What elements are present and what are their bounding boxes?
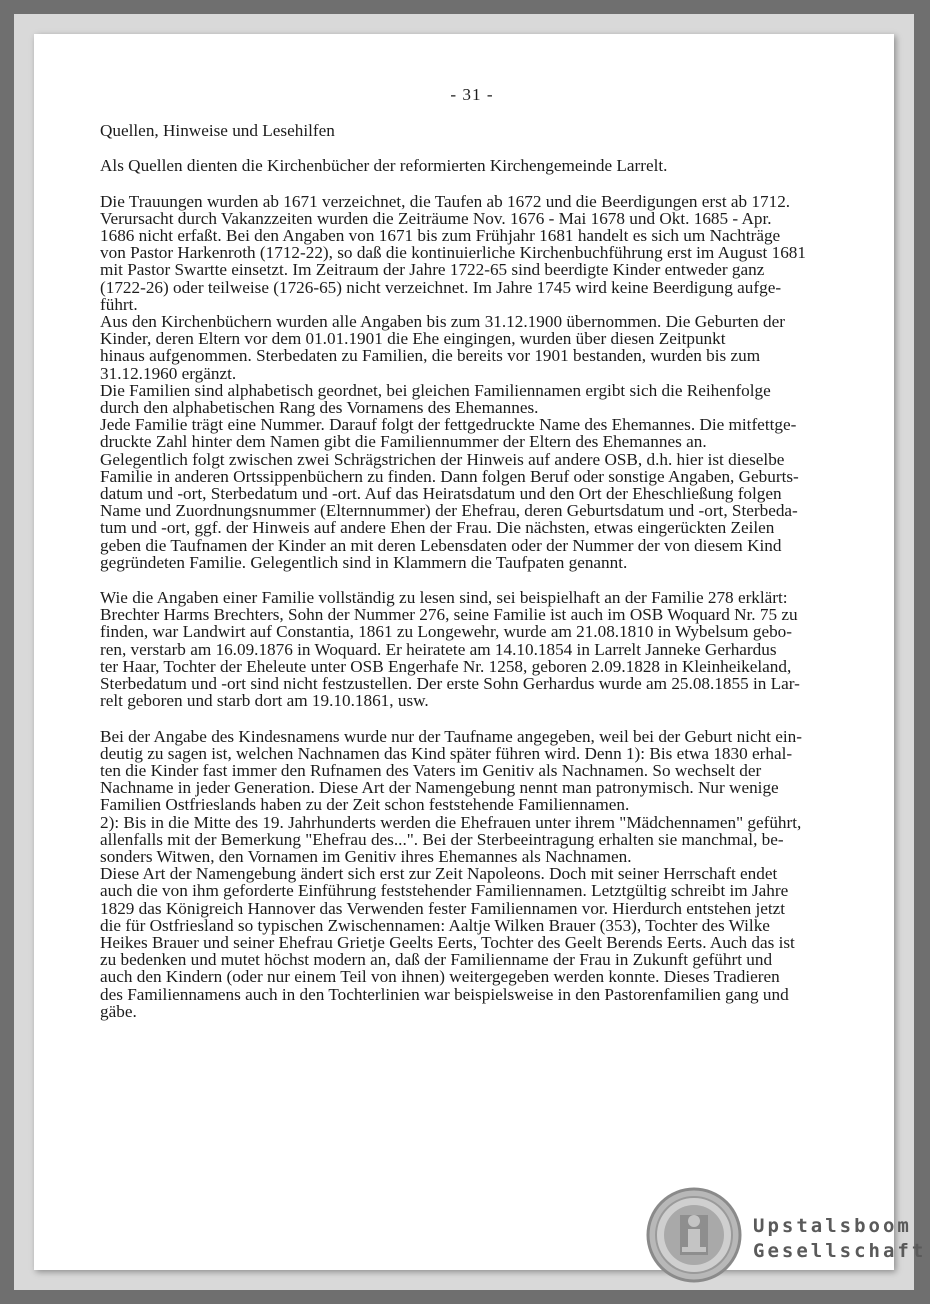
text-line: des Familiennamens auch in den Tochterlinien war beispielsweise in den Pastorenfamilien gang und [100, 984, 789, 1004]
text-line: Heikes Brauer und seiner Ehefrau Grietje Geelts Eerts, Tochter des Geelt Berends Eerts. Auch das ist [100, 932, 795, 952]
page-content [100, 86, 844, 1020]
text-line: geben die Taufnamen der Kinder an mit deren Lebensdaten oder der Nummer der von diesem Kind [100, 535, 782, 555]
section-heading: Quellen, Hinweise und Lesehilfen [100, 121, 335, 141]
text-line: Jede Familie trägt eine Nummer. Darauf folgt der fettgedruckte Name des Ehemannes. Die mitfettge- [100, 415, 797, 435]
text-line: Diese Art der Namengebung ändert sich erst zur Zeit Napoleons. Doch mit seiner Herrschaft endet [100, 864, 778, 884]
society-logo-text [753, 1214, 926, 1264]
text-line: ren, verstarb am 16.09.1876 in Woquard. Er heiratete am 14.10.1854 in Larrelt Janneke Gerhardus [100, 639, 777, 659]
text-line: datum und -ort, Sterbedatum und -ort. Auf das Heiratsdatum und den Ort der Eheschließung folgen [100, 484, 782, 504]
text-line: Die Familien sind alphabetisch geordnet, bei gleichen Familiennamen ergibt sich die Reihenfolge [100, 380, 771, 400]
text-line: Kinder, deren Eltern vor dem 01.01.1901 die Ehe eingingen, wurden über diesen Zeitpunkt [100, 329, 726, 349]
paragraph-example [100, 589, 844, 709]
text-line: auch die von ihm geforderte Einführung feststehender Familiennamen. Letztgültig schreibt im Jahre [100, 881, 789, 901]
paragraph-order [100, 382, 844, 416]
text-line: Familie in anderen Ortssippenbüchern zu finden. Dann folgen Beruf oder sonstige Angaben, Geburts- [100, 466, 799, 486]
text-line: sonders Witwen, den Vornamen im Genitiv ihres Ehemannes als Nachnamen. [100, 846, 632, 866]
text-line: 2): Bis in die Mitte des 19. Jahrhunderts werden die Ehefrauen unter ihrem "Mädchennamen" geführt, [100, 812, 802, 832]
text-line: 1686 nicht erfaßt. Bei den Angaben von 1671 bis zum Frühjahr 1681 handelt es sich um Nachträge [100, 226, 781, 246]
text-line: ten die Kinder fast immer den Rufnamen des Vaters im Genitiv als Nachnamen. So wechselt der [100, 760, 762, 780]
paragraph-scope [100, 313, 844, 382]
text-line: 1829 das Königreich Hannover das Verwenden fester Familiennamen vor. Hierdurch entstehen jetzt [100, 898, 786, 918]
logo-text-line: Upstalsboom [753, 1215, 912, 1237]
text-line: allenfalls mit der Bemerkung "Ehefrau des...". Bei der Sterbeeintragung erhalten sie manchmal, be- [100, 829, 784, 849]
text-line: von Pastor Harkenroth (1712-22), so daß die kontinuierliche Kirchenbuchführung erst im August 1681 [100, 243, 806, 263]
text-line: auch den Kindern (oder nur einem Teil von ihnen) weitergegeben werden konnte. Dieses Tradieren [100, 967, 780, 987]
paragraph-sources [100, 157, 844, 174]
page-number: - 31 - [450, 85, 494, 104]
text-line: Sterbedatum und -ort sind nicht festzustellen. Der erste Sohn Gerhardus wurde am 25.08.1855 in Lar- [100, 674, 800, 694]
page-frame [14, 14, 914, 1290]
text-line: durch den alphabetischen Rang des Vornamens des Ehemannes. [100, 398, 539, 418]
text-line: Bei der Angabe des Kindesnamens wurde nur der Taufname angegeben, weil bei der Geburt nicht ein- [100, 726, 802, 746]
paragraph-records [100, 193, 844, 313]
text-line: Als Quellen dienten die Kirchenbücher der reformierten Kirchengemeinde Larrelt. [100, 156, 668, 176]
text-line: relt geboren und starb dort am 19.10.1861, usw. [100, 691, 429, 711]
text-line: Wie die Angaben einer Familie vollständig zu lesen sind, sei beispielhaft an der Familie 278 erklärt: [100, 588, 788, 608]
text-line: gegründeten Familie. Gelegentlich sind in Klammern die Taufpaten genannt. [100, 552, 628, 572]
text-line: Familien Ostfrieslands haben zu der Zeit schon feststehende Familiennamen. [100, 795, 630, 815]
paragraph-naming-2 [100, 814, 844, 866]
logo-text-line: Gesellschaft [753, 1240, 927, 1262]
text-line: Brechter Harms Brechters, Sohn der Nummer 276, seine Familie ist auch im OSB Woquard Nr. 75 zu [100, 605, 798, 625]
text-line: Aus den Kirchenbüchern wurden alle Angaben bis zum 31.12.1900 übernommen. Die Geburten der [100, 312, 785, 332]
text-line: Die Trauungen wurden ab 1671 verzeichnet, die Taufen ab 1672 und die Beerdigungen erst ab 1712. [100, 191, 791, 211]
text-line: die für Ostfriesland so typischen Zwischennamen: Aaltje Wilken Brauer (353), Tochter des Wilke [100, 915, 770, 935]
paragraph-naming-3 [100, 865, 844, 1020]
text-line: hinaus aufgenommen. Sterbedaten zu Familien, die bereits vor 1901 bestanden, wurden bis zum [100, 346, 761, 366]
document-page [34, 34, 894, 1270]
seal-icon [644, 1185, 744, 1285]
text-line: Gelegentlich folgt zwischen zwei Schrägstrichen der Hinweis auf andere OSB, d.h. hier ist dieselbe [100, 449, 785, 469]
text-line: druckte Zahl hinter dem Namen gibt die Familiennummer der Eltern des Ehemannes an. [100, 432, 707, 452]
paragraph-naming-1 [100, 728, 844, 814]
text-line: mit Pastor Swartte einsetzt. Im Zeitraum der Jahre 1722-65 sind beerdigte Kinder entweder ganz [100, 260, 765, 280]
text-line: deutig zu sagen ist, welchen Nachnamen das Kind später führen wird. Denn 1): Bis etwa 1830 erhal- [100, 743, 793, 763]
text-line: finden, war Landwirt auf Constantia, 1861 zu Longewehr, wurde am 21.08.1810 in Wybelsum gebo- [100, 622, 792, 642]
paragraph-structure [100, 416, 844, 571]
text-line: zu bedenken und mutet höchst modern an, daß der Familienname der Frau in Zukunft geführt und [100, 950, 773, 970]
text-line: tum und -ort, ggf. der Hinweis auf andere Ehen der Frau. Die nächsten, etwas eingerückten Zeilen [100, 518, 775, 538]
text-line: führt. [100, 294, 138, 314]
text-line: 31.12.1960 ergänzt. [100, 363, 237, 383]
text-line: (1722-26) oder teilweise (1726-65) nicht verzeichnet. Im Jahre 1745 wird keine Beerdigung aufge- [100, 277, 782, 297]
text-line: Nachname in jeder Generation. Diese Art der Namengebung nennt man patronymisch. Nur wenige [100, 778, 779, 798]
text-line: gäbe. [100, 1001, 137, 1021]
text-line: ter Haar, Tochter der Eheleute unter OSB Engerhafe Nr. 1258, geboren 2.09.1828 in Kleinheikeland, [100, 656, 792, 676]
text-line: Verursacht durch Vakanzzeiten wurden die Zeiträume Nov. 1676 - Mai 1678 und Okt. 1685 - Apr. [100, 208, 772, 228]
text-line: Name und Zuordnungsnummer (Elternnummer) der Ehefrau, deren Geburtsdatum und -ort, Sterbeda- [100, 501, 798, 521]
